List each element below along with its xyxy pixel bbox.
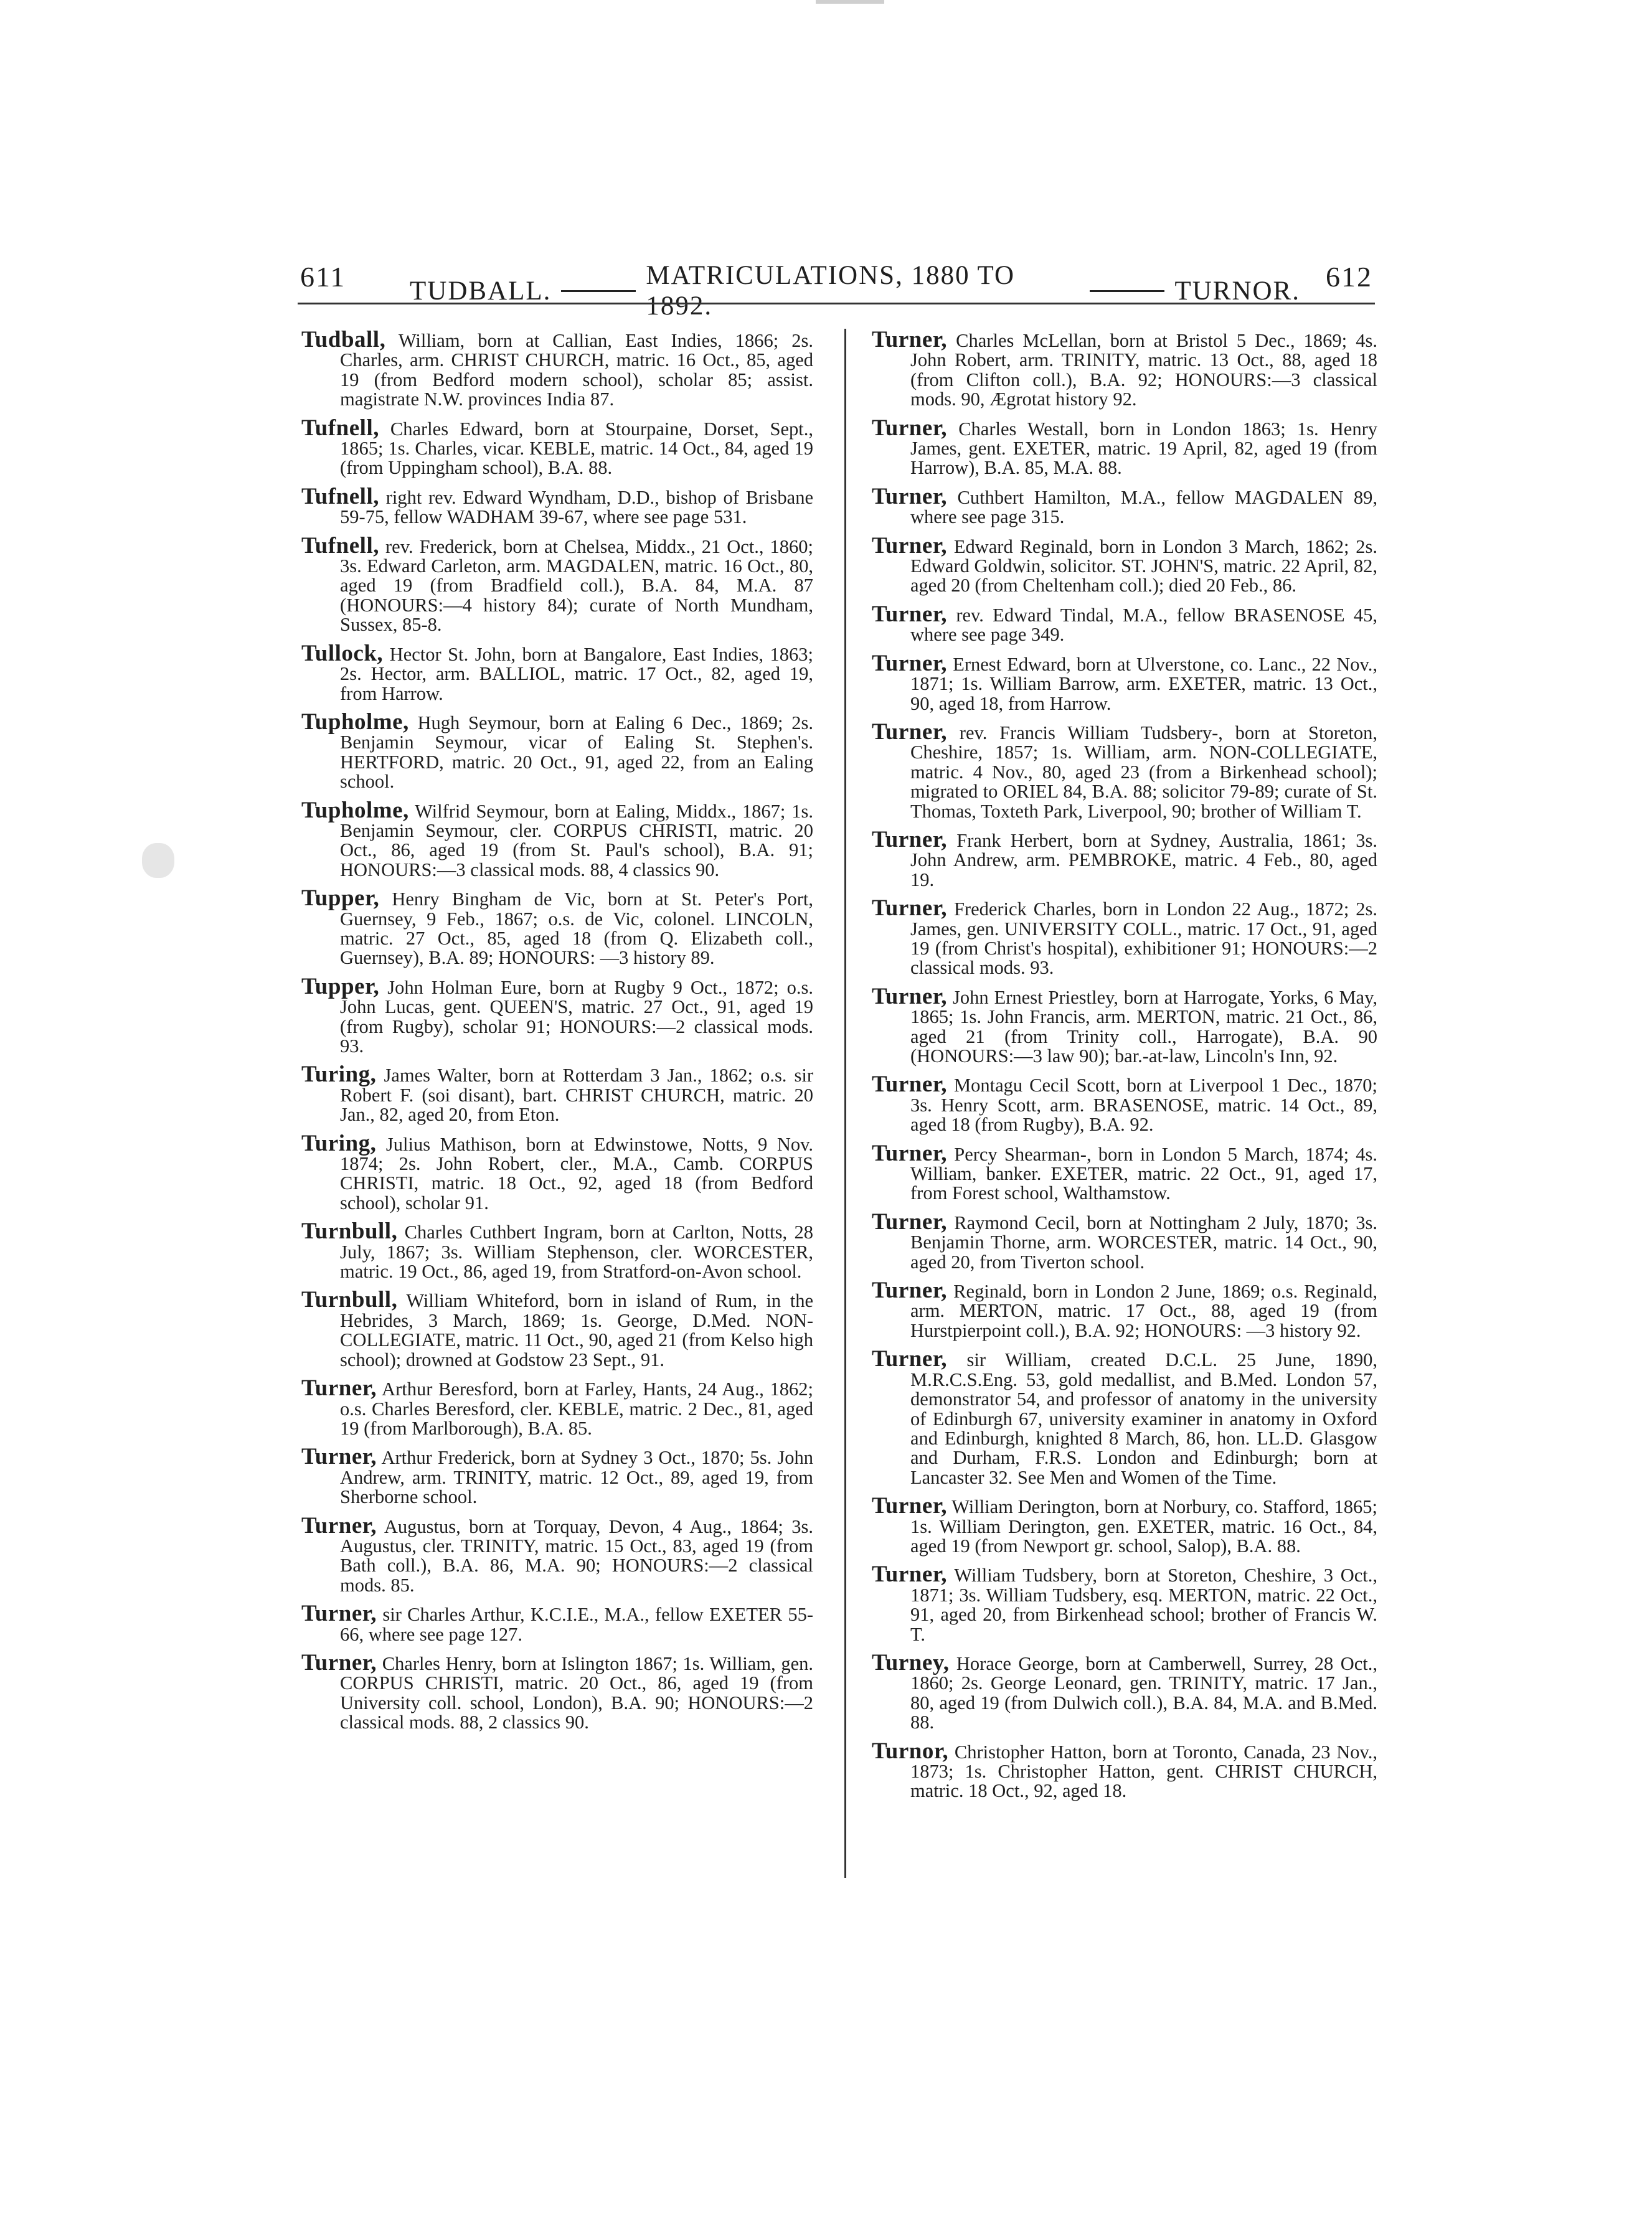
register-entry	[872, 1649, 1377, 1733]
running-head-title: MATRICULATIONS, 1880 TO 1892.	[646, 261, 1016, 321]
register-entry	[872, 601, 1377, 646]
entry-text: Henry Bingham de Vic, born at St. Peter's Port, Guernsey, 9 Feb., 1867; o.s. de Vic, colonel. LINCOLN, matric. 27 Oct., 85, aged 18 (from Q. Elizabeth coll., Guernsey), B.A. 89; HONOURS: —3 history 89.	[340, 888, 813, 969]
entry-surname: Turnor,	[872, 1738, 949, 1764]
entry-text: Frederick Charles, born in London 22 Aug., 1872; 2s. James, gen. UNIVERSITY COLL., matric. 17 Oct., 91, aged 19 (from Christ's hospital), exhibitioner 91; HONOURS:—2 classical mods. 93.	[910, 898, 1377, 979]
entry-text: Christopher Hatton, born at Toronto, Canada, 23 Nov., 1873; 1s. Christopher Hatton, gent. CHRIST CHURCH, matric. 18 Oct., 92, aged 18.	[910, 1741, 1377, 1802]
entry-text: Charles Henry, born at Islington 1867; 1s. William, gen. CORPUS CHRISTI, matric. 20 Oct., 86, aged 19 (from University coll. school, London), B.A. 90; HONOURS:—2 classical mods. 88, 2 classics 90.	[340, 1652, 813, 1733]
entry-text: Horace George, born at Camberwell, Surrey, 28 Oct., 1860; 2s. George Leonard, gen. TRINITY, matric. 17 Jan., 80, aged 19 (from Dulwich coll.), B.A. 84, M.A. and B.Med. 88.	[910, 1652, 1377, 1733]
entry-text: Charles Westall, born in London 1863; 1s. Henry James, gent. EXETER, matric. 19 April, 82, aged 19 (from Harrow), B.A. 85, M.A. 88.	[910, 418, 1377, 479]
entry-text: John Holman Eure, born at Rugby 9 Oct., 1872; o.s. John Lucas, gent. QUEEN'S, matric. 27 Oct., 91, aged 19 (from Rugby), scholar 91; HONOURS:—2 classical mods. 93.	[340, 976, 813, 1057]
register-entry	[872, 1140, 1377, 1204]
register-entry	[301, 797, 813, 880]
entry-surname: Turner,	[872, 719, 948, 745]
entry-text: right rev. Edward Wyndham, D.D., bishop of Brisbane 59-75, fellow WADHAM 39-67, where see page 531.	[340, 486, 813, 528]
entry-surname: Turner,	[872, 1072, 948, 1098]
entry-text: sir Charles Arthur, K.C.I.E., M.A., fellow EXETER 55-66, where see page 127.	[340, 1604, 813, 1645]
entry-text: William Derington, born at Norbury, co. Stafford, 1865; 1s. William Derington, gen. EXETER, matric. 16 Oct., 84, aged 19 (from Newport gr. school, Salop), B.A. 88.	[910, 1496, 1377, 1557]
entry-surname: Turner,	[872, 1140, 948, 1166]
entry-surname: Turner,	[872, 1209, 948, 1235]
register-entry	[301, 1444, 813, 1508]
entry-surname: Tullock,	[301, 640, 384, 666]
register-entry	[301, 1062, 813, 1126]
entry-surname: Turner,	[301, 1601, 377, 1627]
entry-surname: Turner,	[872, 327, 948, 352]
register-entry	[872, 532, 1377, 596]
entry-text: Charles Cuthbert Ingram, born at Carlton, Notts, 28 July, 1867; 3s. William Stephenson, cler. WORCESTER, matric. 19 Oct., 86, aged 19, from Stratford-on-Avon school.	[340, 1222, 813, 1283]
register-entry	[872, 1072, 1377, 1136]
register-entry	[872, 826, 1377, 890]
page-number-left: 611	[300, 261, 346, 293]
register-entry	[301, 483, 813, 528]
entry-surname: Tupper,	[301, 973, 380, 999]
entry-surname: Turner,	[301, 1649, 377, 1675]
entry-surname: Turner,	[301, 1512, 377, 1538]
entry-surname: Turner,	[872, 532, 948, 558]
entry-surname: Turner,	[872, 601, 948, 627]
entry-text: Arthur Beresford, born at Farley, Hants, 24 Aug., 1862; o.s. Charles Beresford, cler. KEBLE, matric. 2 Dec., 81, aged 19 (from Marlborough), B.A. 85.	[340, 1378, 813, 1439]
register-entry	[301, 1375, 813, 1439]
column-divider	[844, 329, 846, 1878]
entry-surname: Turner,	[872, 483, 948, 509]
register-entry	[872, 1209, 1377, 1273]
entry-text: Cuthbert Hamilton, M.A., fellow MAGDALEN 89, where see page 315.	[910, 486, 1377, 528]
register-entry	[301, 1601, 813, 1645]
register-entry	[301, 415, 813, 479]
entry-surname: Turner,	[872, 826, 948, 852]
register-entry	[872, 983, 1377, 1067]
running-head-first-word: TUDBALL.	[410, 276, 552, 306]
running-head	[410, 260, 1300, 321]
register-entry	[301, 973, 813, 1057]
entry-surname: Turnbull,	[301, 1287, 398, 1313]
register-entry	[872, 1562, 1377, 1645]
entry-surname: Turner,	[872, 1562, 948, 1588]
page-number-right: 612	[1326, 261, 1372, 293]
page-header	[298, 260, 1375, 321]
entry-text: Ernest Edward, born at Ulverstone, co. Lanc., 22 Nov., 1871; 1s. William Barrow, arm. EXETER, matric. 13 Oct., 90, aged 18, from Harrow.	[910, 653, 1377, 714]
entry-surname: Tupper,	[301, 885, 380, 912]
register-entry	[301, 1649, 813, 1733]
entry-text: sir William, created D.C.L. 25 June, 1890, M.R.C.S.Eng. 53, gold medallist, and B.Med. London 57, demonstrator 54, and professor of anatomy in the university of Edinburgh 67, university examiner in anatomy in Oxford and Edinburgh, knighted 8 March, 86, hon. LL.D. Glasgow and Durham, F.R.S. London and Edinburgh; born at Lancaster 32. See Men and Women of the Time.	[910, 1349, 1377, 1488]
register-entry	[301, 640, 813, 704]
entry-text: Montagu Cecil Scott, born at Liverpool 1 Dec., 1870; 3s. Henry Scott, arm. BRASENOSE, matric. 14 Oct., 89, aged 18 (from Rugby), B.A. 92.	[910, 1075, 1377, 1136]
register-entry	[301, 1130, 813, 1213]
register-entry	[872, 327, 1377, 410]
entry-surname: Turner,	[301, 1375, 377, 1402]
entry-surname: Tupholme,	[301, 709, 409, 735]
right-column	[872, 327, 1377, 1810]
top-edge-mark	[816, 0, 884, 4]
entry-text: Reginald, born in London 2 June, 1869; o.s. Reginald, arm. MERTON, matric. 17 Oct., 88, aged 19 (from Hurstpierpoint coll.), B.A. 92; HONOURS: —3 history 92.	[910, 1281, 1377, 1341]
register-entry	[872, 895, 1377, 979]
page-smudge	[142, 843, 174, 878]
entry-surname: Turner,	[872, 1278, 948, 1304]
entry-surname: Turner,	[872, 650, 948, 676]
entry-surname: Turing,	[301, 1062, 377, 1088]
register-entry	[872, 1346, 1377, 1488]
entry-text: Augustus, born at Torquay, Devon, 4 Aug., 1864; 3s. Augustus, cler. TRINITY, matric. 15 Oct., 83, aged 19 (from Bath coll.), B.A. 86, M.A. 90; HONOURS:—2 classical mods. 85.	[340, 1515, 813, 1596]
entry-text: William, born at Callian, East Indies, 1866; 2s. Charles, arm. CHRIST CHURCH, matric. 16 Oct., 85, aged 19 (from Bedford modern school), scholar 85; assist. magistrate N.W. provinces India 87.	[340, 330, 813, 410]
header-rule	[298, 303, 1375, 304]
register-entry	[301, 327, 813, 410]
entry-text: Charles Edward, born at Stourpaine, Dorset, Sept., 1865; 1s. Charles, vicar. KEBLE, matric. 14 Oct., 84, aged 19 (from Uppingham school), B.A. 88.	[340, 418, 813, 479]
entry-text: Frank Herbert, born at Sydney, Australia, 1861; 3s. John Andrew, arm. PEMBROKE, matric. 4 Feb., 80, aged 19.	[910, 829, 1377, 890]
register-entry	[301, 532, 813, 636]
entry-text: Charles McLellan, born at Bristol 5 Dec., 1869; 4s. John Robert, arm. TRINITY, matric. 13 Oct., 88, aged 18 (from Clifton coll.), B.A. 92; HONOURS:—3 classical mods. 90, Ægrotat history 92.	[910, 330, 1377, 410]
entry-text: Percy Shearman-, born in London 5 March, 1874; 4s. William, banker. EXETER, matric. 22 Oct., 91, aged 17, from Forest school, Walthamstow.	[910, 1143, 1377, 1204]
left-column	[301, 327, 813, 1741]
entry-text: rev. Edward Tindal, M.A., fellow BRASENOSE 45, where see page 349.	[910, 604, 1377, 646]
register-entry	[872, 415, 1377, 479]
entry-surname: Tudball,	[301, 327, 386, 352]
entry-surname: Tufnell,	[301, 483, 379, 509]
entry-text: Hector St. John, born at Bangalore, East Indies, 1863; 2s. Hector, arm. BALLIOL, matric. 17 Oct., 82, aged 19, from Harrow.	[340, 643, 813, 704]
entry-text: William Tudsbery, born at Storeton, Cheshire, 3 Oct., 1871; 3s. William Tudsbery, esq. MERTON, matric. 22 Oct., 91, aged 20, from Birkenhead school; brother of Francis W. T.	[910, 1565, 1377, 1645]
entry-text: Hugh Seymour, born at Ealing 6 Dec., 1869; 2s. Benjamin Seymour, vicar of Ealing St. Stephen's. HERTFORD, matric. 20 Oct., 91, aged 22, from an Ealing school.	[340, 712, 813, 793]
entry-surname: Tufnell,	[301, 415, 379, 441]
register-entry	[872, 483, 1377, 528]
register-entry	[301, 885, 813, 969]
entry-surname: Turner,	[872, 1346, 948, 1372]
entry-text: William Whiteford, born in island of Rum, in the Hebrides, 3 March, 1869; 1s. George, D.Med. NON-COLLEGIATE, matric. 11 Oct., 90, aged 21 (from Kelso high school); drowned at Godstow 23 Sept., 91.	[340, 1290, 813, 1370]
entry-text: Wilfrid Seymour, born at Ealing, Middx., 1867; 1s. Benjamin Seymour, cler. CORPUS CHRISTI, matric. 20 Oct., 86, aged 19 (from St. Paul's school), B.A. 91; HONOURS:—3 classical mods. 88, 4 classics 90.	[340, 800, 813, 880]
entry-surname: Turing,	[301, 1130, 377, 1156]
entry-text: James Walter, born at Rotterdam 3 Jan., 1862; o.s. sir Robert F. (soi disant), bart. CHRIST CHURCH, matric. 20 Jan., 82, aged 20, from Eton.	[340, 1065, 813, 1126]
register-entry	[872, 1493, 1377, 1557]
entry-text: Julius Mathison, born at Edwinstowe, Notts, 9 Nov. 1874; 2s. John Robert, cler., M.A., Camb. CORPUS CHRISTI, matric. 18 Oct., 92, aged 18 (from Bedford school), scholar 91.	[340, 1133, 813, 1213]
entry-text: Raymond Cecil, born at Nottingham 2 July, 1870; 3s. Benjamin Thorne, arm. WORCESTER, matric. 14 Oct., 90, aged 20, from Tiverton school.	[910, 1212, 1377, 1273]
entry-surname: Tupholme,	[301, 797, 409, 823]
register-entry	[301, 709, 813, 793]
entry-text: rev. Francis William Tudsbery-, born at Storeton, Cheshire, 1857; 1s. William, arm. NON-COLLEGIATE, matric. 4 Nov., 80, aged 23 (from a Birkenhead school); migrated to ORIEL 84, B.A. 88; solicitor 79-89; curate of St. Thomas, Toxteth Park, Liverpool, 90; brother of William T.	[910, 722, 1377, 822]
entry-text: Arthur Frederick, born at Sydney 3 Oct., 1870; 5s. John Andrew, arm. TRINITY, matric. 12 Oct., 89, aged 19, from Sherborne school.	[340, 1447, 813, 1508]
register-entry	[872, 719, 1377, 822]
entry-text: John Ernest Priestley, born at Harrogate, Yorks, 6 May, 1865; 1s. John Francis, arm. MERTON, matric. 21 Oct., 86, aged 21 (from Trinity coll., Harrogate), B.A. 90 (HONOURS:—3 law 90); bar.-at-law, Lincoln's Inn, 92.	[910, 986, 1377, 1067]
entry-surname: Turney,	[872, 1649, 950, 1675]
entry-surname: Turner,	[301, 1444, 377, 1470]
running-head-dash	[1090, 290, 1164, 292]
register-entry	[872, 1278, 1377, 1341]
running-head-dash	[561, 290, 636, 292]
entry-surname: Turner,	[872, 895, 948, 921]
register-entry	[301, 1512, 813, 1596]
entry-surname: Turner,	[872, 983, 948, 1009]
entry-surname: Turner,	[872, 1493, 948, 1519]
entry-surname: Tufnell,	[301, 532, 379, 558]
entry-text: rev. Frederick, born at Chelsea, Middx., 21 Oct., 1860; 3s. Edward Carleton, arm. MAGDALEN, matric. 16 Oct., 80, aged 19 (from Bradfield coll.), B.A. 84, M.A. 87 (HONOURS:—4 history 84); curate of North Mundham, Sussex, 85-8.	[340, 535, 813, 636]
entry-surname: Turnbull,	[301, 1218, 398, 1245]
register-entry	[872, 650, 1377, 714]
register-entry	[301, 1218, 813, 1283]
running-head-last-word: TURNOR.	[1174, 276, 1300, 306]
entry-surname: Turner,	[872, 415, 948, 441]
entry-text: Edward Reginald, born in London 3 March, 1862; 2s. Edward Goldwin, solicitor. ST. JOHN'S, matric. 22 April, 82, aged 20 (from Cheltenham coll.); died 20 Feb., 86.	[910, 535, 1377, 596]
register-entry	[872, 1738, 1377, 1802]
register-entry	[301, 1287, 813, 1370]
